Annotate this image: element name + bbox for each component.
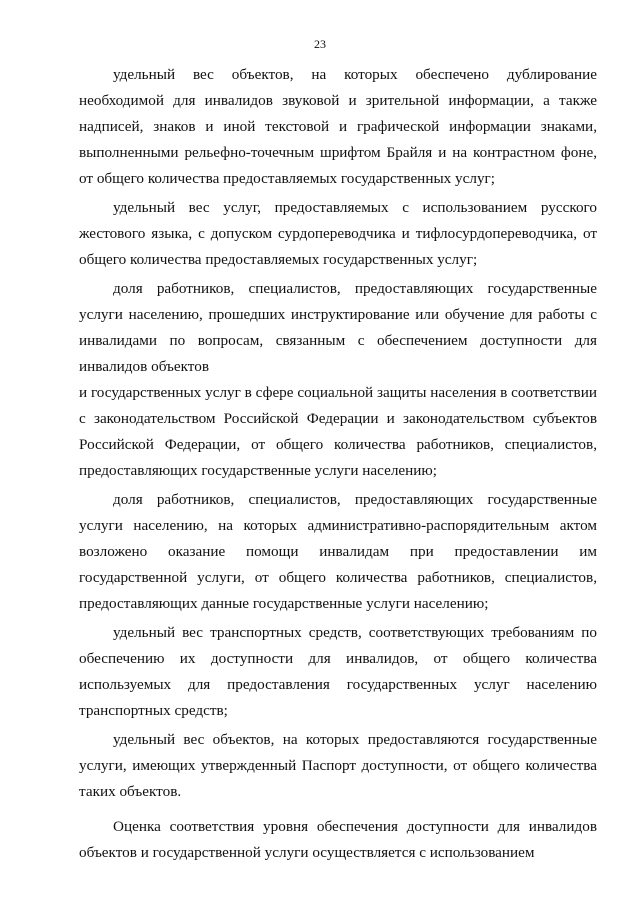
page-number: 23 [314, 37, 326, 51]
paragraph: удельный вес услуг, предоставляемых с использованием русского жестового языка, с допуском сурдопереводчика и тифлосурдопереводчика, от общего количества предоставляемых государственных услуг; [79, 199, 597, 268]
paragraph: удельный вес транспортных средств, соответствующих требованиям по обеспечению их доступности для инвалидов, от общего количества используемых для предоставления государственных услуг населению транспортных средств; [79, 624, 597, 719]
paragraph: доля работников, специалистов, предоставляющих государственные услуги населению, на которых административно-распорядительным актом возложено оказание помощи инвалидам при предоставлении им государственной услуги, от общего количества работников, специалистов, предоставляющих данные государственные услуги населению; [79, 491, 597, 612]
paragraph: удельный вес объектов, на которых обеспечено дублирование необходимой для инвалидов звуковой и зрительной информации, а также надписей, знаков и иной текстовой и графической информации знаками, выполненными рельефно-точечным шрифтом Брайля и на контрастном фоне, от общего количества предоставляемых государственных услуг; [79, 66, 597, 187]
paragraph: доля работников, специалистов, предоставляющих государственные услуги населению, прошедших инструктирование или обучение для работы с инвалидами по вопросам, связанным с обеспечением доступности для инвалидов объектов [79, 280, 597, 375]
paragraph-continuation: и государственных услуг в сфере социальной защиты населения в соответствии с законодательством Российской Федерации и законодательством субъектов Российской Федерации, от общего количества работников, специалистов, предоставляющих государственные услуги населению; [79, 384, 597, 479]
paragraph: Оценка соответствия уровня обеспечения доступности для инвалидов объектов и государственной услуги осуществляется с использованием [79, 818, 597, 861]
document-body [79, 62, 597, 869]
paragraph: удельный вес объектов, на которых предоставляются государственные услуги, имеющих утвержденный Паспорт доступности, от общего количества таких объектов. [79, 731, 597, 800]
